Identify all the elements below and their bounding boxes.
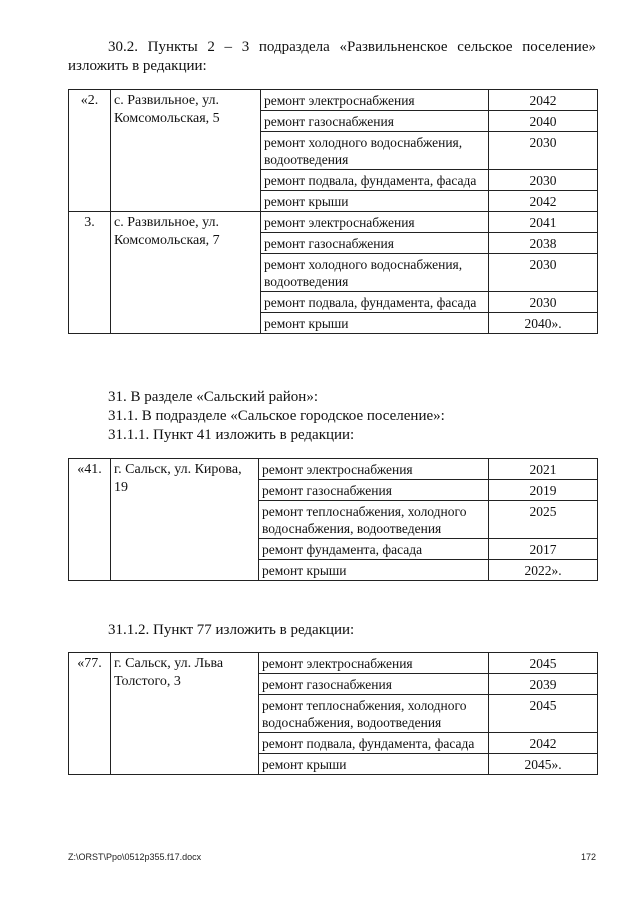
work-type-cell: ремонт крыши — [261, 191, 489, 212]
year-cell: 2022». — [489, 560, 598, 581]
page-number: 172 — [580, 852, 596, 862]
year-cell: 2042 — [489, 191, 598, 212]
year-cell: 2040». — [489, 313, 598, 334]
work-type-cell: ремонт газоснабжения — [261, 111, 489, 132]
repair-table-2 — [68, 458, 598, 581]
work-type-cell: ремонт подвала, фундамента, фасада — [261, 292, 489, 313]
work-type-cell: ремонт электроснабжения — [259, 459, 489, 480]
year-cell: 2042 — [489, 733, 598, 754]
paragraph-31: 31. В разделе «Сальский район»: — [108, 389, 318, 405]
item-number: «2. — [69, 90, 111, 212]
year-cell: 2045». — [489, 754, 598, 775]
work-type-cell: ремонт крыши — [259, 754, 489, 775]
work-type-cell: ремонт теплоснабжения, холодного водоснабжения, водоотведения — [259, 695, 489, 733]
item-number: «77. — [69, 653, 111, 775]
item-number: 3. — [69, 212, 111, 334]
year-cell: 2025 — [489, 501, 598, 539]
work-type-cell: ремонт фундамента, фасада — [259, 539, 489, 560]
year-cell: 2041 — [489, 212, 598, 233]
year-cell: 2021 — [489, 459, 598, 480]
work-type-cell: ремонт электроснабжения — [261, 212, 489, 233]
repair-table-3 — [68, 652, 598, 775]
year-cell: 2045 — [489, 653, 598, 674]
item-number: «41. — [69, 459, 111, 581]
year-cell: 2030 — [489, 170, 598, 191]
year-cell: 2019 — [489, 480, 598, 501]
work-type-cell: ремонт холодного водоснабжения, водоотведения — [261, 132, 489, 170]
table-row — [69, 212, 598, 233]
work-type-cell: ремонт подвала, фундамента, фасада — [261, 170, 489, 191]
year-cell: 2038 — [489, 233, 598, 254]
work-type-cell: ремонт крыши — [259, 560, 489, 581]
work-type-cell: ремонт крыши — [261, 313, 489, 334]
work-type-cell: ремонт электроснабжения — [259, 653, 489, 674]
table-row — [69, 459, 598, 480]
work-type-cell: ремонт холодного водоснабжения, водоотведения — [261, 254, 489, 292]
year-cell: 2042 — [489, 90, 598, 111]
address-cell: с. Развильное, ул. Комсомольская, 5 — [111, 90, 261, 212]
work-type-cell: ремонт газоснабжения — [259, 674, 489, 695]
paragraph-31-1-2: 31.1.2. Пункт 77 изложить в редакции: — [108, 622, 355, 638]
table-row — [69, 90, 598, 111]
year-cell: 2030 — [489, 254, 598, 292]
paragraph-31-1-1: 31.1.1. Пункт 41 изложить в редакции: — [108, 427, 355, 443]
repair-table-1 — [68, 89, 598, 334]
work-type-cell: ремонт газоснабжения — [259, 480, 489, 501]
file-path: Z:\ORST\Ppo\0512p355.f17.docx — [68, 852, 202, 862]
address-cell: с. Развильное, ул. Комсомольская, 7 — [111, 212, 261, 334]
year-cell: 2040 — [489, 111, 598, 132]
year-cell: 2030 — [489, 132, 598, 170]
year-cell: 2039 — [489, 674, 598, 695]
work-type-cell: ремонт теплоснабжения, холодного водоснабжения, водоотведения — [259, 501, 489, 539]
address-cell: г. Сальск, ул. Кирова, 19 — [111, 459, 259, 581]
year-cell: 2017 — [489, 539, 598, 560]
paragraph-31-1: 31.1. В подразделе «Сальское городское поселение»: — [108, 408, 445, 424]
year-cell: 2045 — [489, 695, 598, 733]
year-cell: 2030 — [489, 292, 598, 313]
table-row — [69, 653, 598, 674]
address-cell: г. Сальск, ул. Льва Толстого, 3 — [111, 653, 259, 775]
work-type-cell: ремонт электроснабжения — [261, 90, 489, 111]
work-type-cell: ремонт подвала, фундамента, фасада — [259, 733, 489, 754]
paragraph-30-2: 30.2. Пункты 2 – 3 подраздела «Развильненское сельское поселение» изложить в редакции: — [68, 39, 596, 74]
work-type-cell: ремонт газоснабжения — [261, 233, 489, 254]
